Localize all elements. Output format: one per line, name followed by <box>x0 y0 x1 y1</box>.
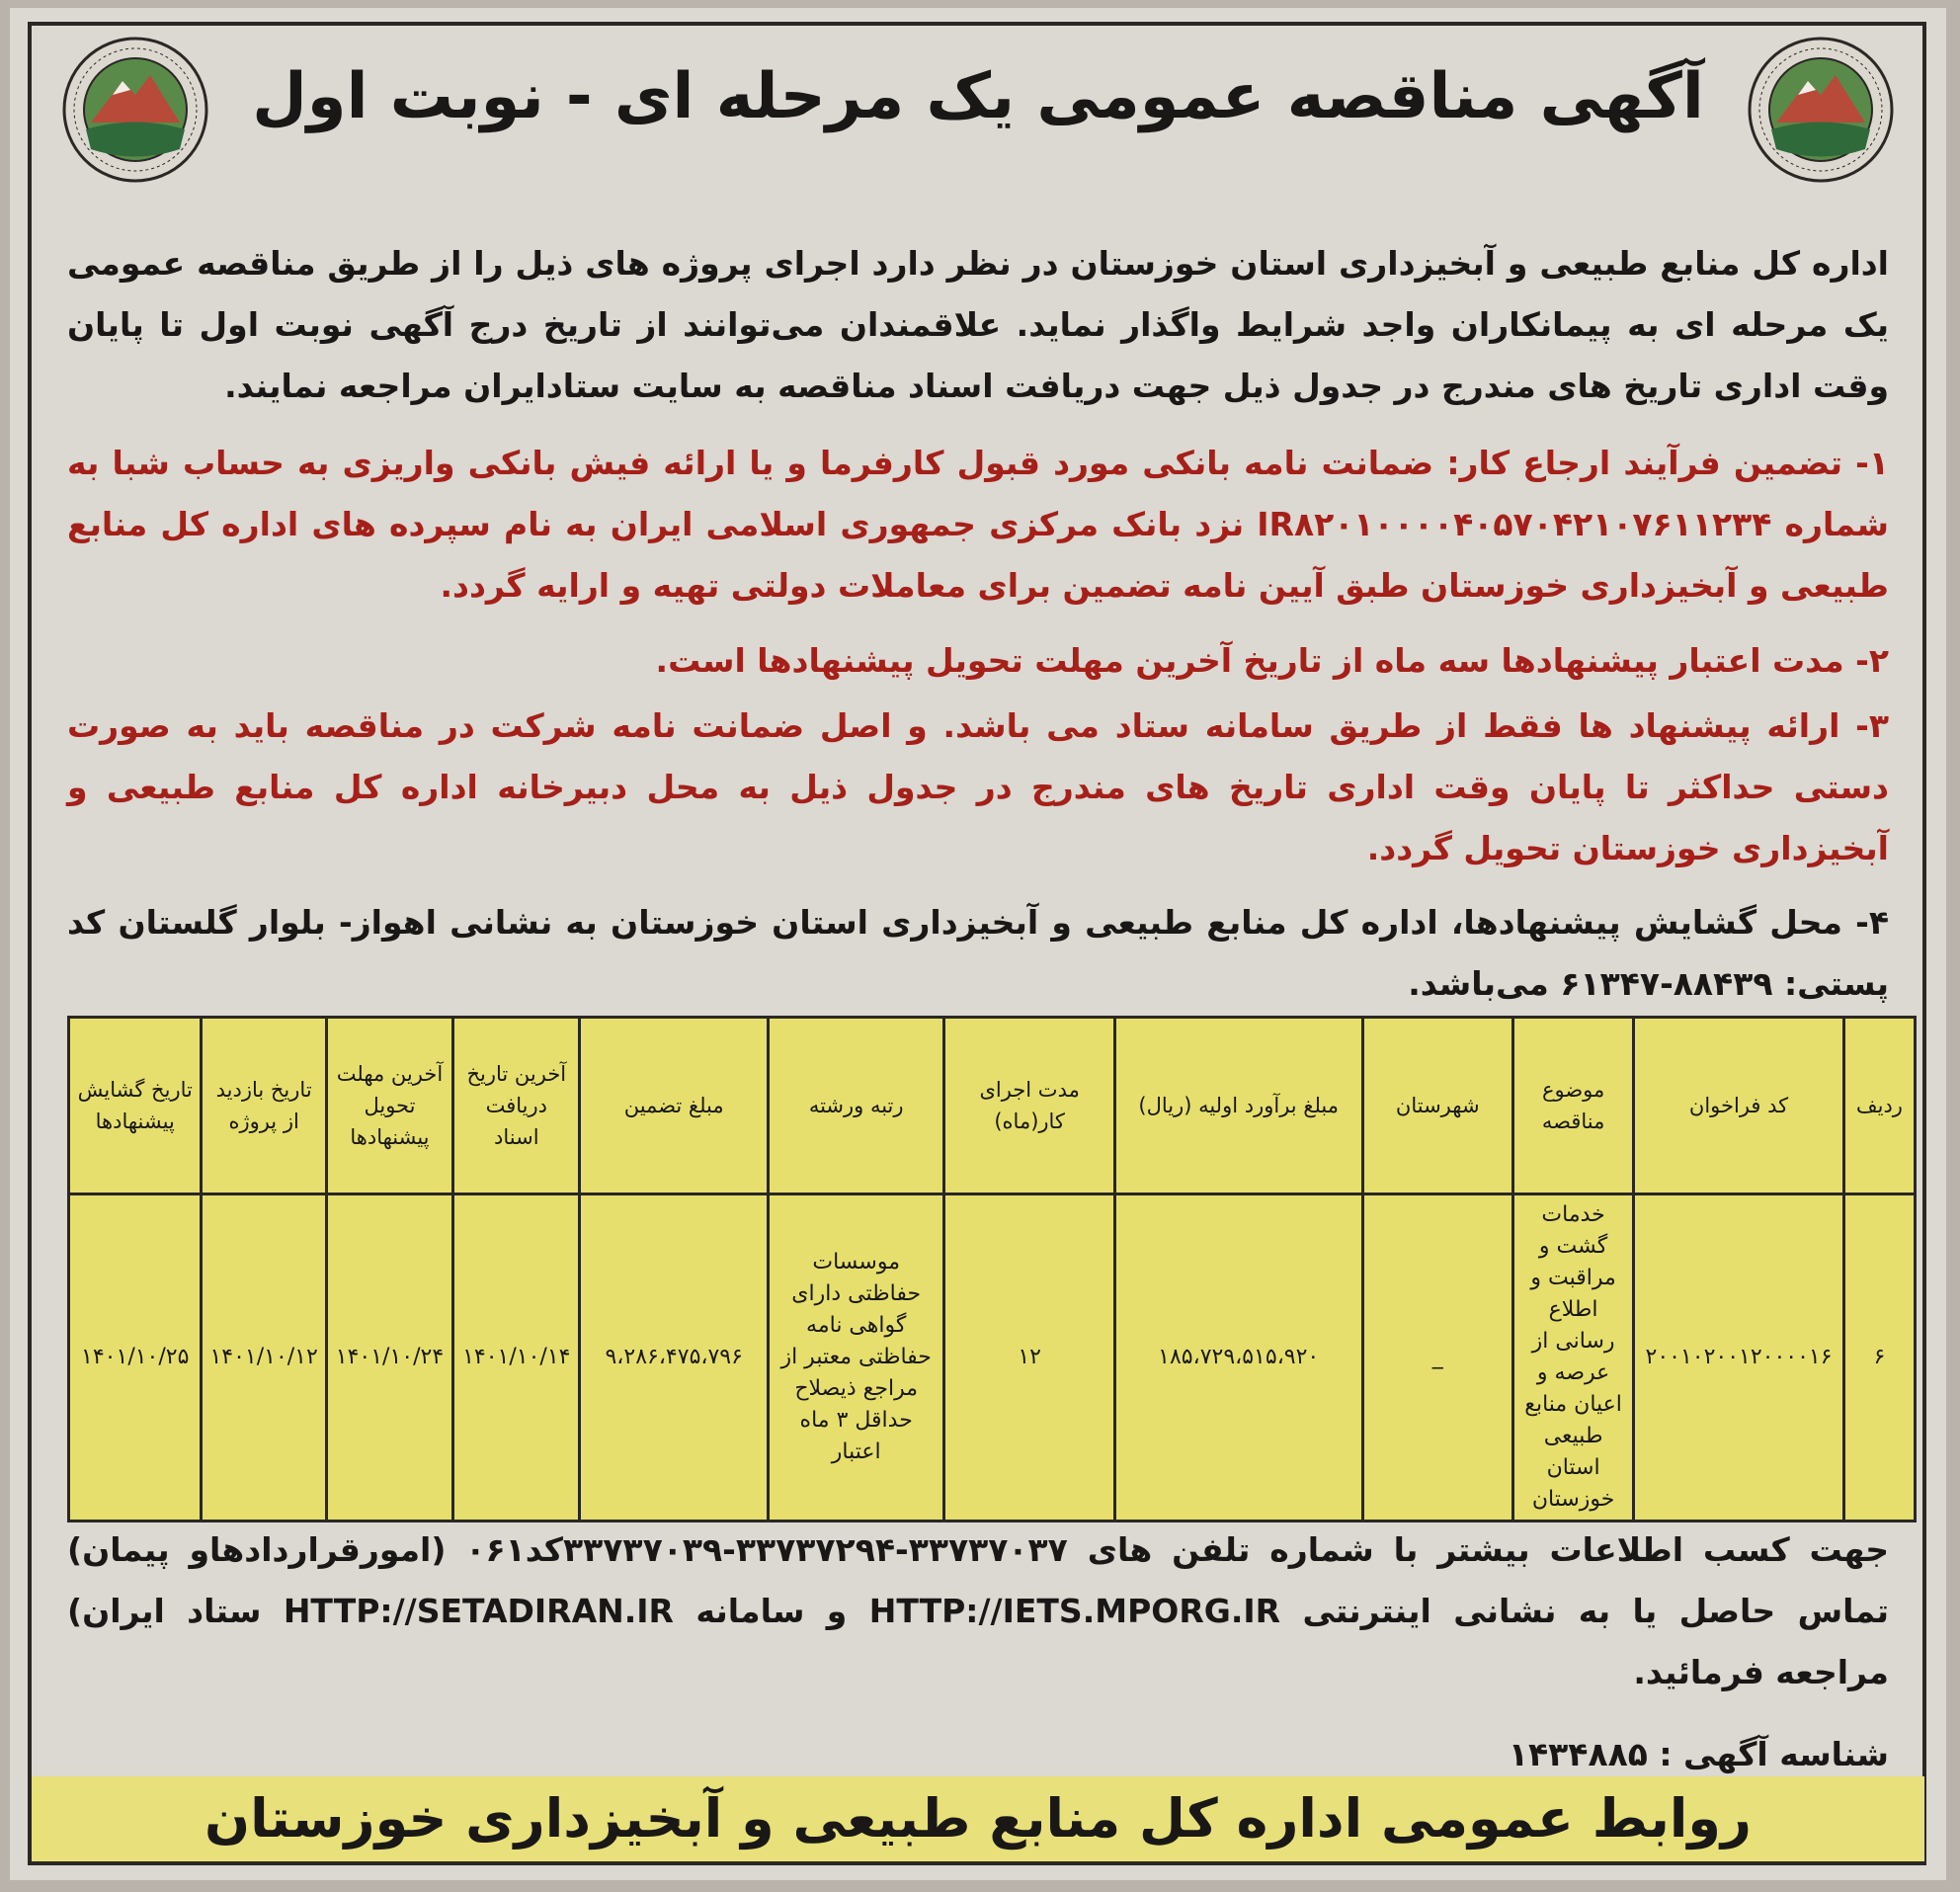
table-cell: ۱۸۵،۷۲۹،۵۱۵،۹۲۰ <box>1114 1194 1362 1522</box>
contact-text-b: و سامانه <box>695 1592 848 1630</box>
contact-text-a: جهت کسب اطلاعات بیشتر با شماره تلفن های ۳۳۷۳۷۰۳۷-۳۳۷۳۷۲۹۴-۳۳۷۳۷۰۳۹کد۰۶۱ (امورقراردادهاو پیمان) تماس حاصل یا به نشانی اینترنتی <box>67 1530 1890 1630</box>
contact-text-c: ستاد ایران) مراجعه فرمائید. <box>67 1592 1889 1691</box>
public-relations-footer: روابط عمومی اداره کل منابع طبیعی و آبخیزداری خوزستان <box>32 1776 1924 1861</box>
newspaper-clipping <box>10 8 1946 1880</box>
ad-id: شناسه آگهی : ۱۴۳۴۸۸۵ <box>1508 1735 1889 1773</box>
iets-link[interactable]: HTTP://IETS.MPORG.IR <box>868 1592 1281 1630</box>
table-cell: _ <box>1362 1194 1512 1522</box>
setadiran-link[interactable]: HTTP://SETADIRAN.IR <box>283 1592 674 1630</box>
table-cell: ۱۴۰۱/۱۰/۱۴ <box>453 1194 580 1522</box>
table-cell: ۶ <box>1843 1194 1915 1522</box>
table-cell: ۲۰۰۱۰۲۰۰۱۲۰۰۰۰۱۶ <box>1634 1194 1844 1522</box>
item-guarantee <box>67 433 1889 625</box>
table-cell: ۱۲ <box>944 1194 1114 1522</box>
table-cell: ۱۴۰۱/۱۰/۱۲ <box>202 1194 326 1522</box>
item-opening-location: ۴- محل گشایش پیشنهادها، اداره کل منابع طبیعی و آبخیزداری استان خوزستان به نشانی اهواز- بلوار گلستان کد پستی: ۸۸۴۳۹-۶۱۳۴۷ می‌باشد. <box>67 903 1889 1003</box>
table-header: آخرین تاریخ دریافت اسناد <box>453 1018 580 1194</box>
table-cell: ۱۴۰۱/۱۰/۲۵ <box>69 1194 202 1522</box>
table-header: تاریخ بازدید از پروژه <box>202 1018 326 1194</box>
table-header: شهرستان <box>1362 1018 1512 1194</box>
contact-paragraph <box>67 1520 1889 1722</box>
table-header: کد فراخوان <box>1634 1018 1844 1194</box>
table-cell: خدمات گشت و مراقبت و اطلاع رسانی از عرصه و اعیان منابع طبیعی استان خوزستان <box>1512 1194 1633 1522</box>
table-header: تاریخ گشایش پیشنهادها <box>69 1018 202 1194</box>
table-header-row <box>69 1018 1916 1194</box>
intro-paragraph: اداره کل منابع طبیعی و آبخیزداری استان خوزستان در نظر دارد اجرای پروژه های ذیل را از طریق مناقصه عمومی یک مرحله ای به پیمانکاران واجد شرایط واگذار نماید. علاقمندان می‌توانند از تاریخ درج آگهی نوبت اول تا پایان وقت اداری تاریخ های مندرج در جدول ذیل جهت دریافت اسناد مناقصه به سایت ستادایران مراجعه نمایند. <box>67 244 1889 405</box>
table-row <box>69 1194 1916 1522</box>
iban-number: IR۸۲۰۱۰۰۰۰۴۰۵۷۰۴۲۱۰۷۶۱۱۲۳۴ <box>1257 505 1772 543</box>
item-guarantee-text-b: نزد بانک مرکزی جمهوری اسلامی ایران به نام سپرده های اداره کل منابع طبیعی و آبخیزداری خوزستان طبق آیین نامه تضمین برای معاملات دولتی تهیه و ارایه گردد. <box>67 505 1889 605</box>
table-header: موضوع مناقصه <box>1512 1018 1633 1194</box>
table-cell: ۱۴۰۱/۱۰/۲۴ <box>326 1194 452 1522</box>
organization-emblem-icon <box>61 36 209 184</box>
item-guarantee-text-a: ۱- تضمین فرآیند ارجاع کار: ضمانت نامه بانکی مورد قبول کارفرما و یا ارائه فیش بانکی واریزی به حساب شبا به شماره <box>67 444 1889 543</box>
table-cell: موسسات حفاظتی دارای گواهی نامه حفاظتی معتبر از مراجع ذیصلاح حداقل ۳ ماه اعتبار <box>768 1194 943 1522</box>
item-validity: ۲- مدت اعتبار پیشنهادها سه ماه از تاریخ آخرین مهلت تحویل پیشنهادها است. <box>655 641 1889 680</box>
item-submission: ۳- ارائه پیشنهاد ها فقط از طریق سامانه ستاد می باشد. و اصل ضمانت نامه شرکت در مناقصه باید به صورت دستی حداکثر تا پایان وقت اداری تاریخ های مندرج در جدول ذیل به محل دبیرخانه اداره کل منابع طبیعی و آبخیزداری خوزستان تحویل گردد. <box>67 706 1889 867</box>
notice-title: آگهی مناقصه عمومی یک مرحله ای - نوبت اول <box>252 60 1704 133</box>
table-cell: ۹،۲۸۶،۴۷۵،۷۹۶ <box>580 1194 769 1522</box>
table-header: مبلغ برآورد اولیه (ریال) <box>1114 1018 1362 1194</box>
table-header: ردیف <box>1843 1018 1915 1194</box>
organization-emblem-icon <box>1747 36 1895 184</box>
table-header: رتبه ورشته <box>768 1018 943 1194</box>
table-header: آخرین مهلت تحویل پیشنهادها <box>326 1018 452 1194</box>
tender-table <box>67 1016 1917 1522</box>
table-header: مبلغ تضمین <box>580 1018 769 1194</box>
table-header: مدت اجرای کار(ماه) <box>944 1018 1114 1194</box>
